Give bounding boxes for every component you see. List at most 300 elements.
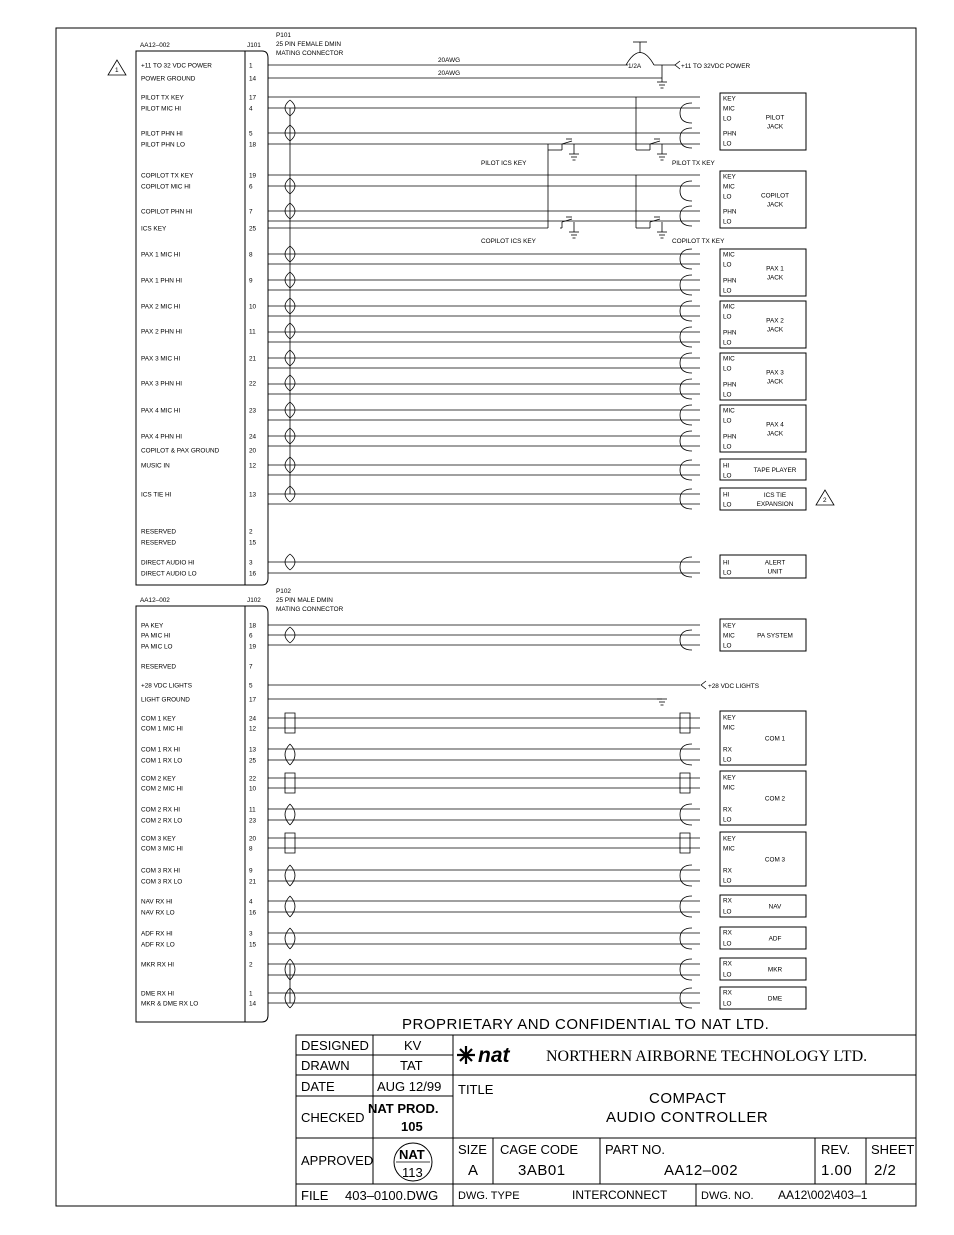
pin-label: POWER GROUND (141, 75, 196, 83)
shield-arc (680, 275, 692, 295)
key-switch (650, 219, 660, 222)
device-pin-label: LO (723, 261, 732, 269)
designed-label: DESIGNED (301, 1038, 369, 1053)
device-pin-label: LO (723, 339, 732, 347)
pin-label: PA KEY (141, 622, 164, 630)
pilot-ics-key-label: PILOT ICS KEY (481, 160, 527, 167)
device-pin-label: RX (723, 897, 732, 905)
awg-label-2: 20AWG (438, 70, 461, 77)
pin-label: PAX 3 MIC HI (141, 355, 181, 363)
pin-label: COM 1 MIC HI (141, 725, 183, 733)
lights-input-arrow (701, 681, 706, 689)
device-pin-label: RX (723, 867, 732, 875)
shield-arc (290, 804, 295, 825)
pin-label: PAX 4 MIC HI (141, 407, 181, 415)
pin-label: PAX 1 MIC HI (141, 251, 181, 259)
shield-arc (680, 489, 692, 509)
device-6 (720, 459, 806, 480)
power-input-arrow (675, 61, 680, 69)
date-value: AUG 12/99 (377, 1079, 442, 1094)
pin-label: COPILOT PHN HI (141, 208, 193, 216)
pin-number: 22 (249, 380, 257, 388)
pin-label: +11 TO 32 VDC POWER (141, 62, 212, 70)
shield-arc (680, 928, 692, 949)
shield-arc (680, 557, 692, 577)
pin-number: 10 (249, 303, 257, 311)
pin-number: 4 (249, 105, 253, 113)
shield-arc (285, 804, 290, 825)
pin-label: DIRECT AUDIO LO (141, 570, 197, 578)
device-box (720, 555, 806, 578)
shield-arc (290, 323, 295, 339)
device-pin-label: LO (723, 756, 732, 764)
pin-number: 24 (249, 433, 257, 441)
device-pin-label: PHN (723, 130, 737, 138)
pin-label: COM 2 KEY (141, 775, 176, 783)
device-pin-label: LO (723, 115, 732, 123)
device-pin-label: MIC (723, 845, 735, 853)
shield-arc (285, 959, 290, 980)
device-pin-label: LO (723, 313, 732, 321)
pin-number: 15 (249, 539, 257, 547)
pin-number: 13 (249, 491, 257, 499)
device-box (720, 987, 806, 1009)
pin-label: COM 1 KEY (141, 715, 176, 723)
pin-label: PILOT PHN LO (141, 141, 185, 149)
pin-number: 2 (249, 528, 253, 536)
pin-number: 8 (249, 845, 253, 853)
proprietary-notice: PROPRIETARY AND CONFIDENTIAL TO NAT LTD. (402, 1016, 770, 1033)
device-name: ICS TIE (763, 492, 787, 499)
pin-number: 5 (249, 130, 253, 138)
device-0 (720, 93, 806, 150)
device-pin-label: MIC (723, 355, 735, 363)
pin-number: 6 (249, 183, 253, 191)
device-name: JACK (766, 201, 784, 209)
pin-label: PAX 3 PHN HI (141, 380, 183, 388)
shield-box (285, 713, 295, 733)
pin-label: COM 2 RX LO (141, 817, 183, 825)
shield-arc (290, 896, 295, 917)
device-pin-label: RX (723, 929, 732, 937)
pin-number: 11 (249, 806, 256, 814)
shield-arc (680, 379, 692, 399)
shield-arc (680, 630, 692, 650)
shield-arc (680, 181, 692, 201)
rev-label: REV. (821, 1142, 851, 1157)
device-pin-label: LO (723, 287, 732, 295)
shield-arc (680, 744, 692, 765)
shield-arc (680, 128, 692, 148)
pin-label: COPILOT & PAX GROUND (141, 447, 220, 455)
lights-input-label: +28 VDC LIGHTS (708, 683, 759, 690)
device-pin-label: MIC (723, 724, 735, 732)
svg-text:NAT: NAT (399, 1147, 425, 1162)
device-name: PILOT (765, 114, 785, 122)
connector-title-p102-2: 25 PIN MALE DMIN (276, 597, 333, 604)
power-input-label: +11 TO 32VDC POWER (681, 63, 751, 70)
shield-arc (680, 249, 692, 269)
device-pin-label: KEY (723, 774, 736, 782)
pin-label: PILOT TX KEY (141, 94, 184, 102)
device-name: EXPANSION (756, 501, 794, 508)
shield-arc (680, 959, 692, 980)
shield-arc (680, 301, 692, 321)
note-2-flag (816, 490, 834, 505)
pin-label: LIGHT GROUND (141, 696, 190, 704)
pin-label: MKR RX HI (141, 961, 175, 969)
key-switch (562, 219, 572, 222)
device-name: MKR (767, 966, 783, 974)
pin-label: NAV RX HI (141, 898, 173, 906)
shield-arc (680, 988, 692, 1008)
device-name: JACK (766, 430, 784, 438)
svg-text:nat: nat (478, 1044, 510, 1067)
part-no-value: AA12–002 (664, 1162, 739, 1179)
pin-number: 17 (249, 696, 257, 704)
pin-label: DME RX HI (141, 990, 175, 998)
shield-arc (680, 206, 692, 226)
pins-p101 (141, 63, 257, 578)
sheet-value: 2/2 (874, 1162, 897, 1179)
pin-label: COM 3 MIC HI (141, 845, 183, 853)
pin-number: 14 (249, 1000, 257, 1008)
dwg-type-value: INTERCONNECT (572, 1188, 668, 1202)
device-name: PAX 1 (766, 265, 784, 273)
fuse-symbol (626, 42, 654, 70)
svg-text:2: 2 (823, 497, 827, 504)
device-3 (720, 301, 806, 348)
jack-label-j101: J101 (247, 42, 261, 49)
pin-label: ADF RX LO (141, 941, 175, 949)
device-name: PAX 2 (766, 317, 784, 325)
device-name: JACK (766, 326, 784, 334)
shield-arc (290, 988, 295, 1008)
device-pin-label: LO (723, 940, 732, 948)
shield-box (285, 773, 295, 793)
title-label: TITLE (458, 1082, 494, 1097)
shield-arc (285, 375, 290, 391)
pin-number: 25 (249, 757, 257, 765)
pin-number: 21 (249, 878, 257, 886)
pin-label: PAX 4 PHN HI (141, 433, 183, 441)
device-1 (720, 171, 806, 228)
device-pin-label: HI (723, 462, 730, 470)
shield-arc (680, 327, 692, 347)
device-name: COM 2 (764, 795, 786, 803)
key-switch (562, 141, 572, 144)
pin-number: 19 (249, 172, 257, 180)
wire-lines (268, 65, 700, 1008)
device-pin-label: MIC (723, 183, 735, 191)
drawing-title-2: AUDIO CONTROLLER (606, 1109, 769, 1126)
connector-title-p102-3: MATING CONNECTOR (276, 606, 344, 613)
shield-arc (680, 353, 692, 373)
device-pin-label: LO (723, 140, 732, 148)
device-pin-label: MIC (723, 784, 735, 792)
panel-header-upper: AA12–002 (140, 42, 170, 49)
pin-number: 3 (249, 930, 253, 938)
pin-label: COM 3 RX HI (141, 867, 181, 875)
connector-title-p101-3: MATING CONNECTOR (276, 50, 344, 57)
device-box (720, 895, 806, 917)
file-label: FILE (301, 1188, 329, 1203)
shield-arc (680, 804, 692, 825)
pin-number: 7 (249, 663, 253, 671)
device-pin-label: HI (723, 491, 730, 499)
device-pin-label: LO (723, 971, 732, 979)
pin-number: 18 (249, 622, 257, 630)
shield-box (680, 713, 690, 733)
drawn-value: TAT (400, 1058, 423, 1073)
device-pin-label: LO (723, 417, 732, 425)
date-label: DATE (301, 1079, 335, 1094)
device-pin-label: LO (723, 642, 732, 650)
pin-number: 16 (249, 909, 257, 917)
device-8 (720, 555, 806, 578)
device-pin-label: LO (723, 501, 732, 509)
device-name: COPILOT (760, 192, 790, 200)
panel-header-lower: AA12–002 (140, 597, 170, 604)
shield-arc (290, 375, 295, 391)
device-pin-label: PHN (723, 277, 737, 285)
pin-label: NAV RX LO (141, 909, 175, 917)
pin-number: 22 (249, 775, 257, 783)
cage-code-label: CAGE CODE (500, 1142, 579, 1157)
size-label: SIZE (458, 1142, 487, 1157)
pin-label: RESERVED (141, 528, 177, 536)
pin-number: 20 (249, 447, 257, 455)
shield-arc (285, 323, 290, 339)
pin-label: MKR & DME RX LO (141, 1000, 199, 1008)
pin-number: 25 (249, 225, 257, 233)
dwg-type-label: DWG. TYPE (458, 1190, 520, 1202)
shield-arc (680, 431, 692, 451)
pin-number: 1 (249, 990, 253, 998)
shield-arc (290, 928, 295, 949)
device-pin-label: MIC (723, 303, 735, 311)
checked-value-1: NAT PROD. (368, 1101, 439, 1116)
pin-number: 15 (249, 941, 257, 949)
device-pin-label: PHN (723, 329, 737, 337)
pin-label: COM 3 RX LO (141, 878, 183, 886)
device-pin-label: KEY (723, 622, 736, 630)
device-pin-label: MIC (723, 105, 735, 113)
shield-arc (285, 988, 290, 1008)
device-pin-label: LO (723, 908, 732, 916)
device-11 (720, 771, 806, 825)
connector-title-p101-1: P101 (276, 32, 291, 39)
device-2 (720, 249, 806, 296)
pin-number: 9 (249, 867, 253, 875)
key-switch (650, 141, 660, 144)
device-pin-label: LO (723, 569, 732, 577)
checked-value-2: 105 (401, 1119, 423, 1134)
pin-number: 23 (249, 407, 257, 415)
device-13 (720, 895, 806, 917)
shield-box (285, 833, 295, 853)
pin-label: COPILOT TX KEY (141, 172, 194, 180)
device-4 (720, 353, 806, 400)
sheet-label: SHEET (871, 1142, 915, 1157)
pin-number: 10 (249, 785, 257, 793)
pin-number: 19 (249, 643, 257, 651)
pin-label: PILOT PHN HI (141, 130, 183, 138)
pin-number: 21 (249, 355, 257, 363)
device-pin-label: LO (723, 816, 732, 824)
approval-stamp (394, 1143, 432, 1181)
device-pin-label: KEY (723, 173, 736, 181)
pin-label: PILOT MIC HI (141, 105, 182, 113)
device-pin-label: PHN (723, 208, 737, 216)
device-pin-label: MIC (723, 251, 735, 259)
pin-label: RESERVED (141, 539, 177, 547)
drawing-title-1: COMPACT (649, 1090, 727, 1107)
device-pin-label: LO (723, 193, 732, 201)
pin-label: COM 2 MIC HI (141, 785, 183, 793)
pin-number: 1 (249, 62, 253, 70)
device-16 (720, 987, 806, 1009)
pin-number: 14 (249, 75, 257, 83)
device-pin-label: RX (723, 806, 732, 814)
svg-text:113: 113 (402, 1165, 423, 1180)
company-name: NORTHERN AIRBORNE TECHNOLOGY LTD. (546, 1048, 868, 1065)
device-pin-label: KEY (723, 835, 736, 843)
pin-label: ICS TIE HI (141, 491, 172, 499)
pin-number: 24 (249, 715, 257, 723)
device-10 (720, 711, 806, 765)
copilot-ics-key-label: COPILOT ICS KEY (481, 238, 536, 245)
pin-number: 11 (249, 328, 256, 336)
device-name: JACK (766, 378, 784, 386)
pin-label: COM 3 KEY (141, 835, 176, 843)
pin-number: 8 (249, 251, 253, 259)
part-no-label: PART NO. (605, 1142, 665, 1157)
pin-number: 13 (249, 746, 257, 754)
checked-label: CHECKED (301, 1110, 365, 1125)
device-pin-label: RX (723, 746, 732, 754)
shield-arc (680, 460, 692, 480)
nat-logo (457, 1044, 511, 1067)
device-9 (720, 619, 806, 651)
shield-arc (290, 865, 295, 886)
pin-label: COPILOT MIC HI (141, 183, 191, 191)
device-name: PA SYSTEM (757, 632, 793, 640)
device-name: PAX 4 (766, 421, 784, 429)
shield-arc (285, 896, 290, 917)
device-pin-label: MIC (723, 407, 735, 415)
pin-number: 12 (249, 725, 257, 733)
pin-label: PAX 2 PHN HI (141, 328, 183, 336)
device-box (720, 927, 806, 949)
device-pin-label: RX (723, 960, 732, 968)
device-pin-label: LO (723, 391, 732, 399)
device-name: COM 1 (764, 735, 786, 743)
shield-arc (285, 928, 290, 949)
pin-number: 4 (249, 898, 253, 906)
device-name: NAV (768, 903, 782, 911)
device-12 (720, 832, 806, 886)
copilot-tx-key-label: COPILOT TX KEY (672, 238, 725, 245)
rev-value: 1.00 (821, 1162, 853, 1179)
device-7 (720, 488, 806, 510)
pin-number: 16 (249, 570, 257, 578)
shield-arc (680, 405, 692, 425)
pins-p102 (141, 623, 257, 1008)
pin-label: PA MIC HI (141, 632, 171, 640)
drawn-label: DRAWN (301, 1058, 350, 1073)
awg-label-1: 20AWG (438, 57, 461, 64)
pin-number: 7 (249, 208, 253, 216)
device-15 (720, 958, 806, 980)
pin-number: 5 (249, 682, 253, 690)
device-boxes (720, 93, 806, 1009)
device-pin-label: RX (723, 989, 732, 997)
shield-arc (680, 865, 692, 886)
device-pin-label: LO (723, 365, 732, 373)
approved-label: APPROVED (301, 1153, 374, 1168)
device-pin-label: LO (723, 1000, 732, 1008)
device-pin-label: LO (723, 877, 732, 885)
pin-number: 18 (249, 141, 257, 149)
shield-arc (290, 959, 295, 980)
shield-arc (285, 865, 290, 886)
device-name: JACK (766, 274, 784, 282)
device-name: ADF (768, 935, 782, 943)
device-pin-label: MIC (723, 632, 735, 640)
device-name: DME (767, 995, 783, 1003)
device-name: TAPE PLAYER (753, 467, 797, 474)
pin-label: PAX 2 MIC HI (141, 303, 181, 311)
pin-label: MUSIC IN (141, 462, 170, 470)
pin-label: COM 2 RX HI (141, 806, 181, 814)
pin-number: 17 (249, 94, 257, 102)
pin-label: PA MIC LO (141, 643, 173, 651)
pin-label: ADF RX HI (141, 930, 173, 938)
device-name: JACK (766, 123, 784, 131)
cage-code-value: 3AB01 (518, 1162, 566, 1179)
pin-label: ICS KEY (141, 225, 167, 233)
device-name: ALERT (764, 559, 786, 567)
device-14 (720, 927, 806, 949)
device-name: COM 3 (764, 856, 786, 864)
jack-label-j102: J102 (247, 597, 261, 604)
connector-title-p101-2: 25 PIN FEMALE DMIN (276, 41, 341, 48)
pin-label: +28 VDC LIGHTS (141, 682, 192, 690)
device-pin-label: LO (723, 218, 732, 226)
shield-arc (285, 744, 290, 765)
svg-text:1: 1 (115, 67, 119, 74)
connector-title-p102-1: P102 (276, 588, 291, 595)
shield-arc (680, 896, 692, 917)
pin-number: 20 (249, 835, 257, 843)
device-pin-label: KEY (723, 714, 736, 722)
shield-arc (290, 744, 295, 765)
pin-label: COM 1 RX HI (141, 746, 181, 754)
pin-number: 9 (249, 277, 253, 285)
shield-arc (680, 103, 692, 123)
file-value: 403–0100.DWG (345, 1188, 439, 1203)
note-1-flag (108, 60, 126, 75)
pin-number: 6 (249, 632, 253, 640)
shield-box (680, 833, 690, 853)
device-pin-label: LO (723, 443, 732, 451)
pin-number: 3 (249, 559, 253, 567)
device-box (720, 958, 806, 980)
pin-number: 12 (249, 462, 257, 470)
designed-value: KV (404, 1038, 422, 1053)
pin-number: 2 (249, 961, 253, 969)
